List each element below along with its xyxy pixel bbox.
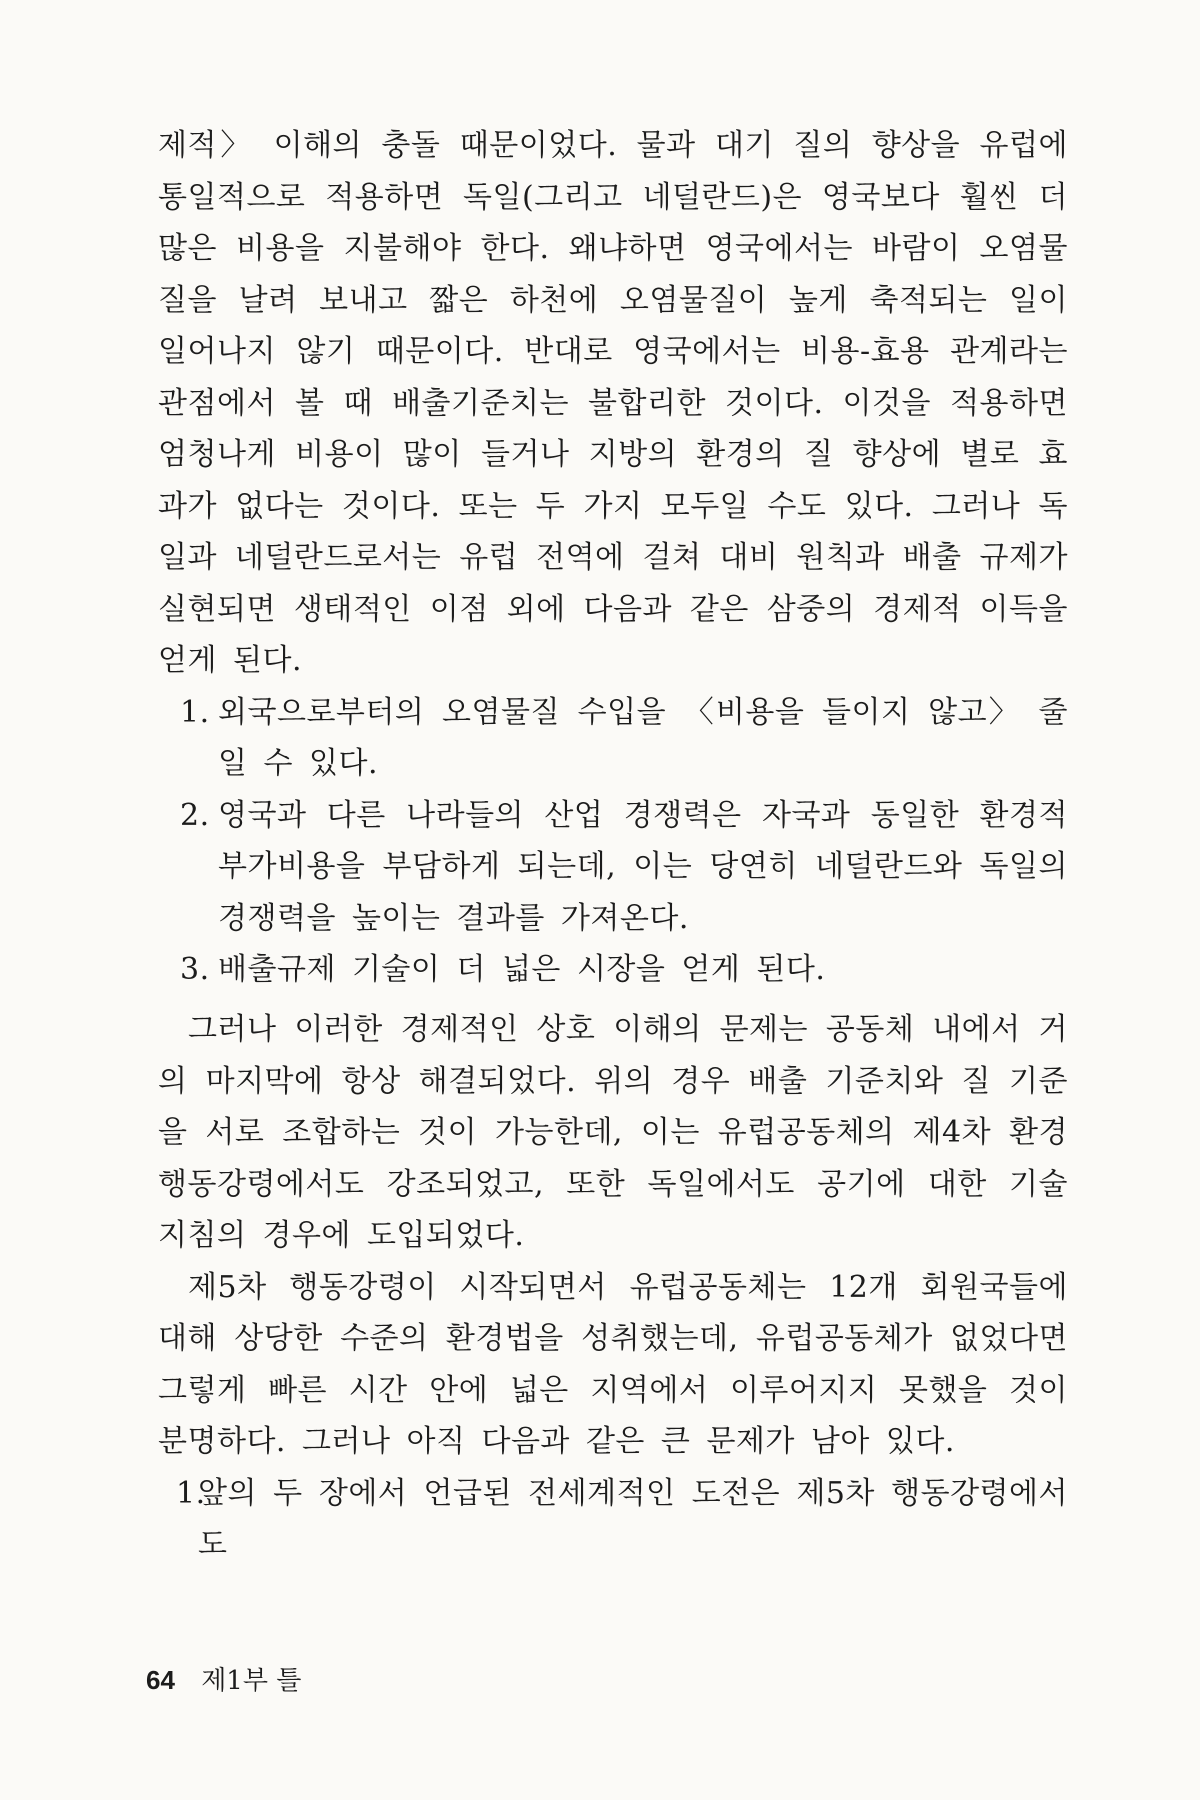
numbered-list	[158, 1468, 1068, 1571]
list-item	[158, 790, 1068, 945]
section-title: 제1부 틀	[201, 1666, 302, 1696]
numbered-list	[158, 687, 1068, 996]
paragraph: 제5차 행동강령이 시작되면서 유럽공동체는 12개 회원국들에 대해 상당한 수준의 환경법을 성취했는데, 유럽공동체가 없었다면 그렇게 빠른 시간 안에 넓은 지역에서 이루어지지 못했을 것이 분명하다. 그러나 아직 다음과 같은 큰 문제가 남아 있다.	[158, 1269, 1068, 1459]
list-text: 앞의 두 장에서 언급된 전세계적인 도전은 제5차 행동강령에서도	[198, 1475, 1068, 1562]
list-number: 1.	[180, 694, 210, 730]
list-number: 1.	[176, 1475, 206, 1511]
list-number: 3.	[180, 952, 210, 987]
list-item	[158, 944, 1068, 996]
list-number: 2.	[180, 797, 210, 833]
page-number: 64	[146, 1665, 175, 1695]
text-block-bottom	[158, 1004, 1068, 1571]
text-block-top	[158, 120, 1068, 996]
list-item	[158, 687, 1068, 790]
list-item	[158, 1468, 1068, 1571]
paragraph: 그러나 이러한 경제적인 상호 이해의 문제는 공동체 내에서 거의 마지막에 항상 해결되었다. 위의 경우 배출 기준치와 질 기준을 서로 조합하는 것이 가능한데, 이는 유럽공동체의 제4차 환경행동강령에서도 강조되었고, 또한 독일에서도 공기에 대한 기술 지침의 경우에 도입되었다.	[158, 1012, 1068, 1253]
list-text: 배출규제 기술이 더 넓은 시장을 얻게 된다.	[218, 952, 826, 987]
page-footer	[146, 1660, 301, 1697]
paragraph: 제적〉 이해의 충돌 때문이었다. 물과 대기 질의 향상을 유럽에 통일적으로 적용하면 독일(그리고 네덜란드)은 영국보다 훨씬 더 많은 비용을 지불해야 한다. 왜냐하면 영국에서는 바람이 오염물질을 날려 보내고 짧은 하천에 오염물질이 높게 축적되는 일이 일어나지 않기 때문이다. 반대로 영국에서는 비용-효용 관계라는 관점에서 볼 때 배출기준치는 불합리한 것이다. 이것을 적용하면 엄청나게 비용이 많이 들거나 지방의 환경의 질 향상에 별로 효과가 없다는 것이다. 또는 두 가지 모두일 수도 있다. 그러나 독일과 네덜란드로서는 유럽 전역에 걸쳐 대비 원칙과 배출 규제가 실현되면 생태적인 이점 외에 다음과 같은 삼중의 경제적 이득을 얻게 된다.	[158, 128, 1068, 678]
list-text: 영국과 다른 나라들의 산업 경쟁력은 자국과 동일한 환경적 부가비용을 부담하게 되는데, 이는 당연히 네덜란드와 독일의 경쟁력을 높이는 결과를 가져온다.	[218, 797, 1068, 936]
list-text: 외국으로부터의 오염물질 수입을 〈비용을 들이지 않고〉 줄일 수 있다.	[218, 694, 1068, 781]
